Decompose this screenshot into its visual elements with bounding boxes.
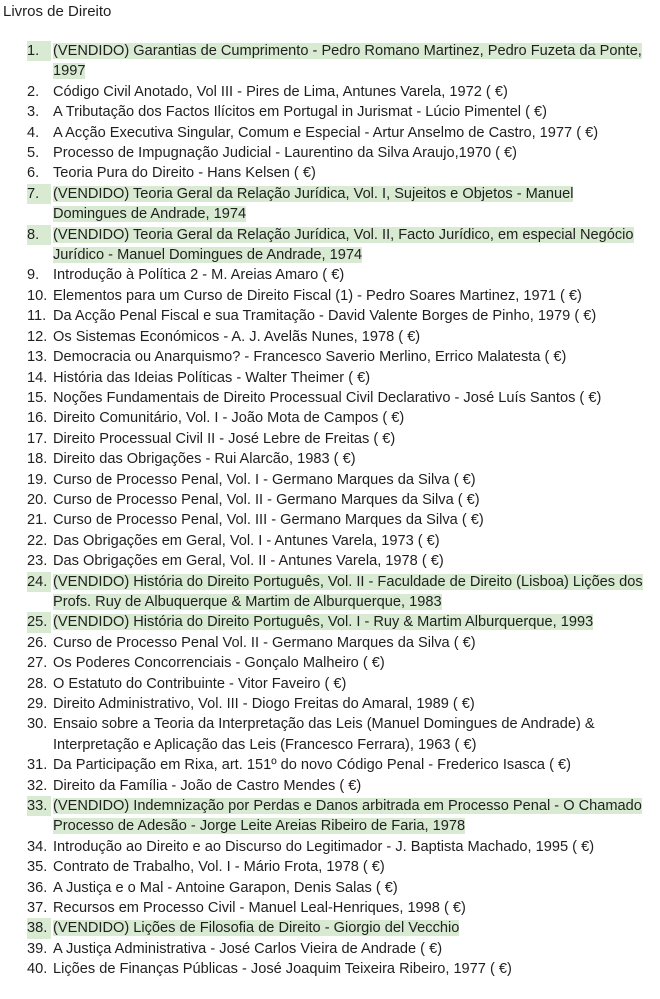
list-item-number: 15. bbox=[27, 389, 48, 406]
list-item-number: 30. bbox=[27, 716, 48, 733]
list-item-number: 14. bbox=[27, 369, 48, 386]
list-item-number: 10. bbox=[27, 287, 48, 304]
list-item bbox=[0, 510, 660, 530]
list-item-sold bbox=[0, 612, 660, 632]
list-item-text: Das Obrigações em Geral, Vol. II - Antunes Varela, 1978 ( €) bbox=[53, 553, 444, 570]
list-item-number: 38. bbox=[27, 918, 51, 938]
list-item-number: 13. bbox=[27, 349, 48, 366]
list-item-text: (VENDIDO) Lições de Filosofia de Direito - Giorgio del Vecchio bbox=[53, 920, 460, 937]
list-item-text: Processo de Impugnação Judicial - Laurentino da Silva Araujo,1970 ( €) bbox=[53, 145, 518, 162]
list-item bbox=[0, 837, 660, 857]
list-item-text: A Tributação dos Factos Ilícitos em Portugal in Jurismat - Lúcio Pimentel ( €) bbox=[53, 104, 547, 121]
list-item-text: (VENDIDO) História do Direito Português, Vol. I - Ruy & Martim Alburquerque, 1993 bbox=[53, 614, 594, 631]
list-item-number: 31. bbox=[27, 757, 48, 774]
list-item bbox=[0, 939, 660, 959]
list-item-sold bbox=[0, 41, 660, 82]
list-item-number: 11. bbox=[27, 308, 47, 325]
list-item-text: Os Poderes Concorrenciais - Gonçalo Malheiro ( €) bbox=[53, 655, 385, 672]
list-item-number: 25. bbox=[27, 612, 51, 632]
list-item-sold bbox=[0, 572, 660, 613]
list-item-text: Da Acção Penal Fiscal e sua Tramitação - David Valente Borges de Pinho, 1979 ( €) bbox=[53, 308, 597, 325]
list-item-text: A Justiça Administrativa - José Carlos Vieira de Andrade ( €) bbox=[53, 940, 443, 957]
list-item bbox=[0, 633, 660, 653]
list-item-number: 12. bbox=[27, 328, 48, 345]
list-item-text: Noções Fundamentais de Direito Processual Civil Declarativo - José Luís Santos ( €) bbox=[53, 389, 602, 406]
list-item-text: O Estatuto do Contribuinte - Vitor Faveiro ( €) bbox=[53, 675, 347, 692]
list-item-text: Democracia ou Anarquismo? - Francesco Saverio Merlino, Errico Malatesta ( €) bbox=[53, 349, 567, 366]
list-item bbox=[0, 306, 660, 326]
list-item-text: Curso de Processo Penal, Vol. I - Germano Marques da Silva ( €) bbox=[53, 471, 476, 488]
list-item bbox=[0, 674, 660, 694]
list-item bbox=[0, 143, 660, 163]
list-item-number: 35. bbox=[27, 859, 48, 876]
list-item-number: 26. bbox=[27, 634, 48, 651]
list-item-number: 7. bbox=[27, 184, 51, 204]
list-item-number: 22. bbox=[27, 532, 48, 549]
list-item-number: 36. bbox=[27, 879, 48, 896]
list-item-number: 17. bbox=[27, 430, 48, 447]
list-item-number: 16. bbox=[27, 410, 48, 427]
list-item bbox=[0, 470, 660, 490]
list-item-text: (VENDIDO) Garantias de Cumprimento - Pedro Romano Martinez, Pedro Fuzeta da Ponte, 1997 bbox=[53, 43, 642, 80]
list-item-number: 23. bbox=[27, 553, 48, 570]
list-item bbox=[0, 408, 660, 428]
list-item bbox=[0, 694, 660, 714]
list-item-number: 32. bbox=[27, 777, 48, 794]
list-item-text: Curso de Processo Penal, Vol. II - Germano Marques da Silva ( €) bbox=[53, 491, 480, 508]
list-item-number: 8. bbox=[27, 225, 51, 245]
list-item-text: Direito Processual Civil II - José Lebre de Freitas ( €) bbox=[53, 430, 396, 447]
list-item-text: (VENDIDO) História do Direito Português, Vol. II - Faculdade de Direito (Lisboa) Lições dos Profs. Ruy de Albuquerque & Martim de Alburquerque, 1983 bbox=[53, 573, 643, 610]
list-item-number: 34. bbox=[27, 838, 48, 855]
list-item bbox=[0, 857, 660, 877]
list-item bbox=[0, 959, 660, 979]
list-item-text: Introdução à Política 2 - M. Areias Amaro ( €) bbox=[53, 267, 345, 284]
list-item-text: Direito da Família - João de Castro Mendes ( €) bbox=[53, 777, 362, 794]
list-item-text: Direito Administrativo, Vol. III - Diogo Freitas do Amaral, 1989 ( €) bbox=[53, 696, 475, 712]
list-item bbox=[0, 388, 660, 408]
list-item bbox=[0, 265, 660, 285]
list-item bbox=[0, 429, 660, 449]
list-item-number: 27. bbox=[27, 655, 48, 672]
list-item bbox=[0, 878, 660, 898]
list-item-text: Código Civil Anotado, Vol III - Pires de Lima, Antunes Varela, 1972 ( €) bbox=[53, 83, 508, 100]
list-item-text: Introdução ao Direito e ao Discurso do Legitimador - J. Baptista Machado, 1995 ( €) bbox=[53, 838, 595, 855]
list-item-number: 1. bbox=[27, 41, 51, 61]
list-item-text: Curso de Processo Penal Vol. II - Germano Marques da Silva ( €) bbox=[53, 634, 476, 651]
list-item-text: História das Ideias Políticas - Walter Theimer ( €) bbox=[53, 369, 371, 386]
list-item-number: 9. bbox=[27, 267, 40, 284]
document-title: Livros de Direito bbox=[3, 3, 112, 20]
list-item bbox=[0, 653, 660, 673]
list-item-text: Os Sistemas Económicos - A. J. Avelãs Nunes, 1978 ( €) bbox=[53, 328, 421, 345]
list-item-number: 28. bbox=[27, 675, 48, 692]
list-item bbox=[0, 347, 660, 367]
list-item-text: A Acção Executiva Singular, Comum e Especial - Artur Anselmo de Castro, 1977 ( €) bbox=[53, 124, 599, 141]
list-item bbox=[0, 368, 660, 388]
list-item bbox=[0, 449, 660, 469]
list-item-number: 40. bbox=[27, 961, 48, 978]
list-item-number: 24. bbox=[27, 572, 51, 592]
list-item bbox=[0, 490, 660, 510]
list-item-text: (VENDIDO) Teoria Geral da Relação Jurídica, Vol. I, Sujeitos e Objetos - Manuel Domingues de Andrade, 1974 bbox=[53, 185, 574, 223]
list-item bbox=[0, 82, 660, 102]
list-item-text: Direito Comunitário, Vol. I - João Mota de Campos ( €) bbox=[53, 410, 405, 427]
list-item bbox=[0, 551, 660, 571]
book-list bbox=[0, 41, 660, 980]
list-item bbox=[0, 714, 660, 755]
list-item-number: 2. bbox=[27, 83, 40, 100]
list-item bbox=[0, 102, 660, 122]
list-item-text: (VENDIDO) Teoria Geral da Relação Jurídica, Vol. II, Facto Jurídico, em especial Negócio Jurídico - Manuel Domingues de Andrade, 1974 bbox=[53, 226, 634, 264]
list-item-text: (VENDIDO) Indemnização por Perdas e Danos arbitrada em Processo Penal - O Chamado Processo de Adesão - Jorge Leite Areias Ribeiro de Faria, 1978 bbox=[53, 798, 642, 835]
list-item-text: Elementos para um Curso de Direito Fiscal (1) - Pedro Soares Martinez, 1971 ( €) bbox=[53, 287, 582, 304]
list-item bbox=[0, 531, 660, 551]
list-item-text: A Justiça e o Mal - Antoine Garapon, Denis Salas ( €) bbox=[53, 879, 398, 896]
list-item-text: Contrato de Trabalho, Vol. I - Mário Frota, 1978 ( €) bbox=[53, 859, 385, 876]
list-item-text: Ensaio sobre a Teoria da Interpretação das Leis (Manuel Domingues de Andrade) & Interpretação e Aplicação das Leis (Francesco Ferrara), 1963 ( €) bbox=[53, 716, 595, 753]
list-item-sold bbox=[0, 918, 660, 938]
list-item bbox=[0, 898, 660, 918]
list-item bbox=[0, 755, 660, 775]
list-item-number: 39. bbox=[27, 940, 48, 957]
list-item bbox=[0, 286, 660, 306]
list-item-number: 6. bbox=[27, 165, 40, 182]
list-item-text: Lições de Finanças Públicas - José Joaquim Teixeira Ribeiro, 1977 ( €) bbox=[53, 961, 512, 978]
list-item-text: Teoria Pura do Direito - Hans Kelsen ( €) bbox=[53, 165, 316, 182]
list-item-text: Da Participação em Rixa, art. 151º do novo Código Penal - Frederico Isasca ( €) bbox=[53, 757, 571, 774]
list-item-number: 33. bbox=[27, 796, 51, 816]
list-item-number: 5. bbox=[27, 145, 40, 162]
list-item bbox=[0, 163, 660, 183]
list-item-text: Direito das Obrigações - Rui Alarcão, 1983 ( €) bbox=[53, 451, 356, 468]
list-item-number: 4. bbox=[27, 124, 40, 141]
list-item bbox=[0, 776, 660, 796]
list-item-text: Curso de Processo Penal, Vol. III - Germano Marques da Silva ( €) bbox=[53, 512, 484, 529]
list-item-number: 19. bbox=[27, 471, 48, 488]
list-item-number: 21. bbox=[27, 512, 48, 529]
list-item bbox=[0, 123, 660, 143]
list-item-text: Recursos em Processo Civil - Manuel Leal-Henriques, 1998 ( €) bbox=[53, 900, 466, 917]
list-item-number: 20. bbox=[27, 491, 48, 508]
list-item-number: 29. bbox=[27, 696, 48, 712]
list-item-sold bbox=[0, 225, 660, 266]
list-item-number: 37. bbox=[27, 900, 48, 917]
list-item bbox=[0, 327, 660, 347]
list-item-number: 3. bbox=[27, 104, 40, 121]
list-item-sold bbox=[0, 796, 660, 837]
list-item-number: 18. bbox=[27, 451, 48, 468]
list-item-sold bbox=[0, 184, 660, 225]
list-item-text: Das Obrigações em Geral, Vol. I - Antunes Varela, 1973 ( €) bbox=[53, 532, 440, 549]
